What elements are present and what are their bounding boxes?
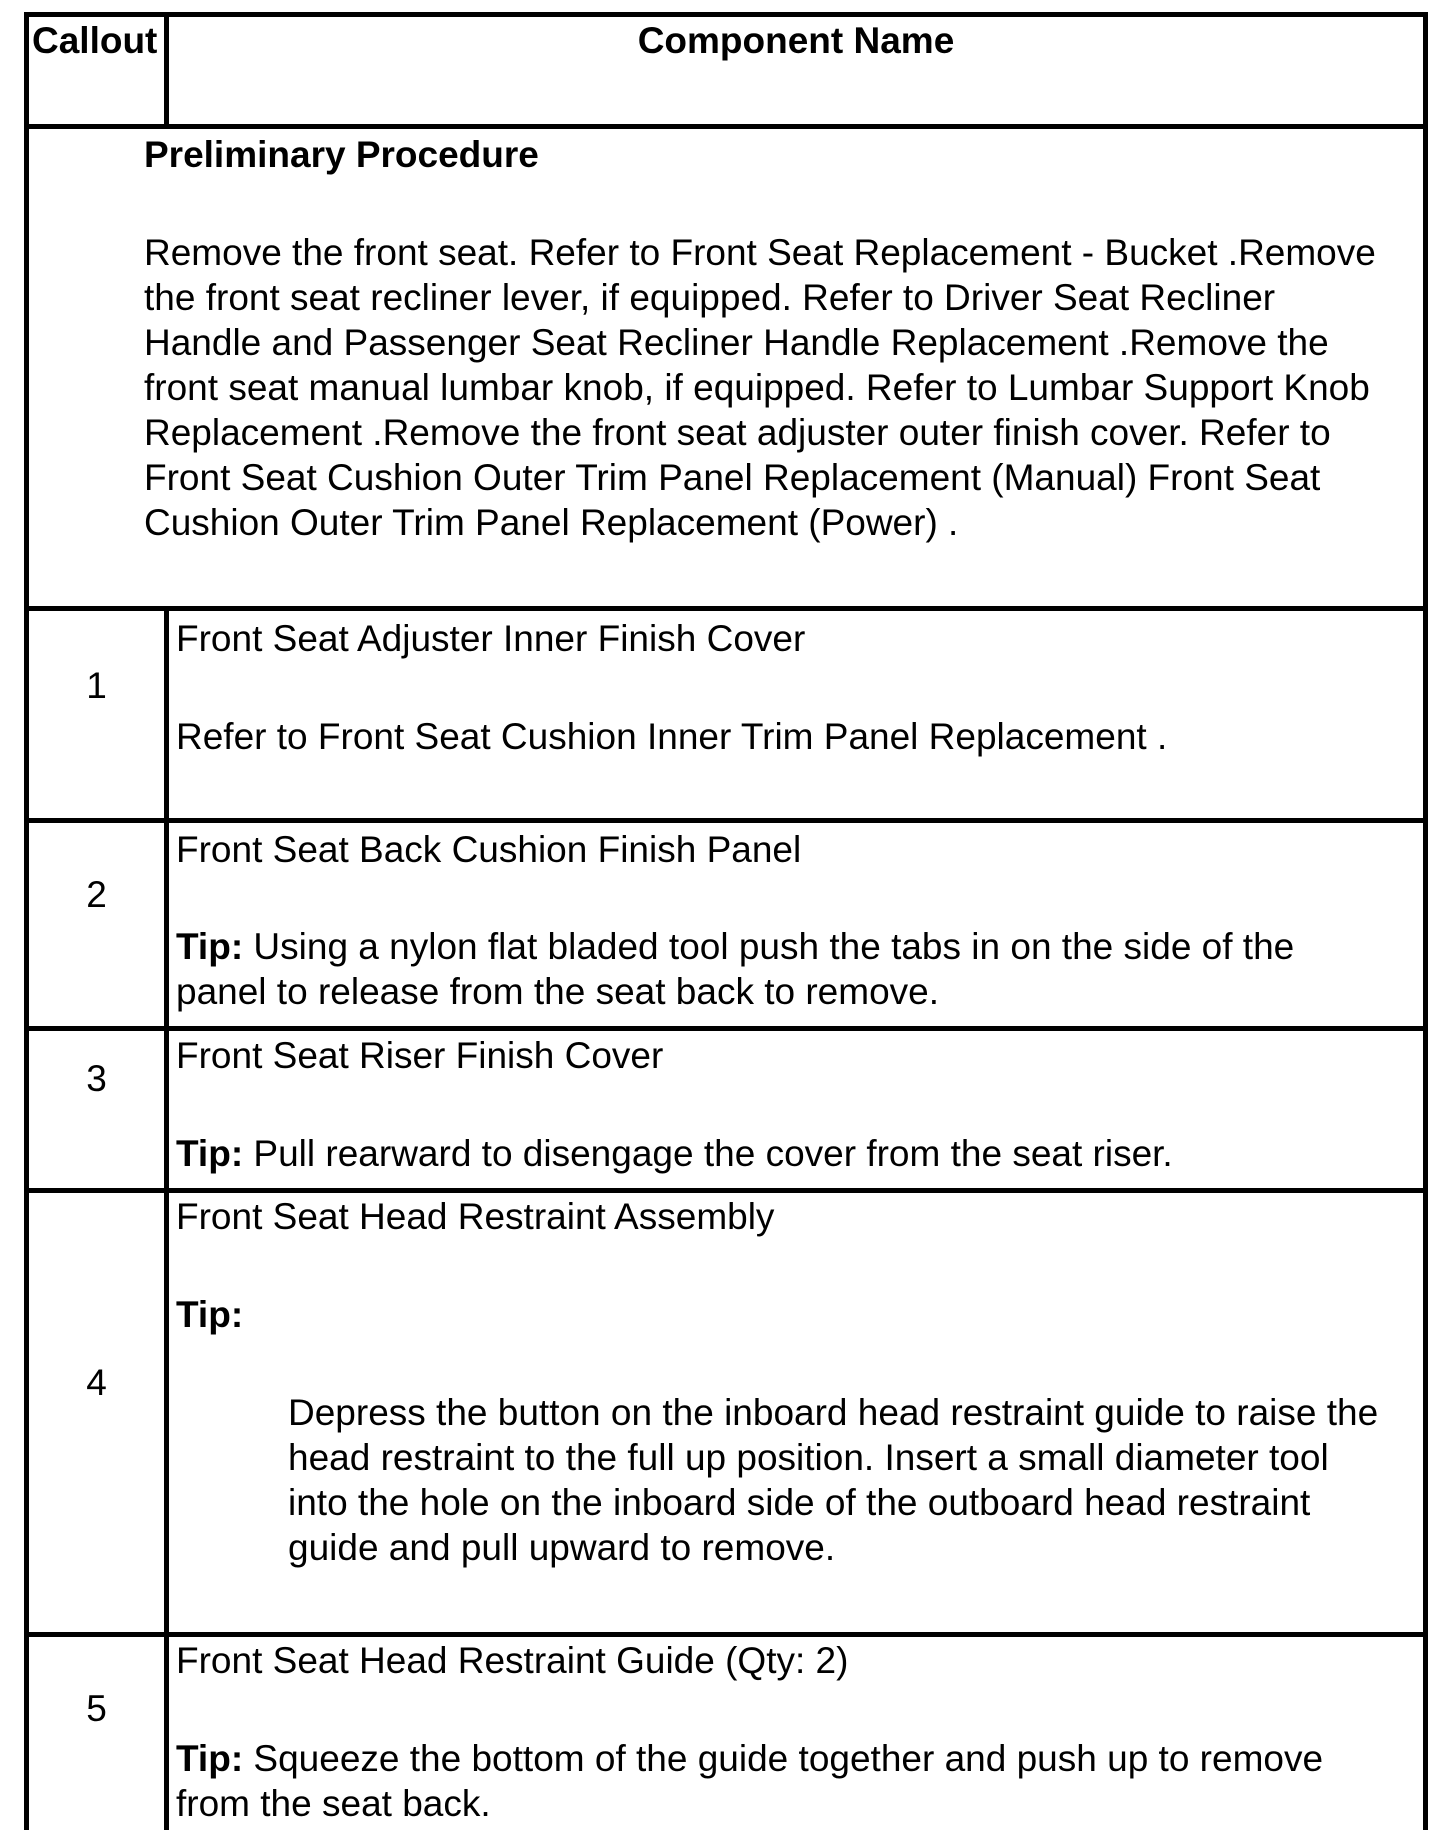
text-line: from the seat back. bbox=[176, 1783, 491, 1824]
table-border-left bbox=[24, 12, 29, 1830]
component-name: Front Seat Head Restraint Guide (Qty: 2) bbox=[176, 1640, 849, 1681]
text-line: head restraint to the full up position. Insert a small diameter tool bbox=[288, 1437, 1329, 1478]
text-line bbox=[176, 1131, 1416, 1176]
text-line: Front Seat Cushion Outer Trim Panel Replacement (Manual) Front Seat bbox=[144, 457, 1321, 498]
callout-number: 5 bbox=[86, 1688, 107, 1729]
component-name: Front Seat Back Cushion Finish Panel bbox=[176, 829, 802, 870]
callout-number: 4 bbox=[86, 1362, 107, 1403]
text-line: Remove the front seat. Refer to Front Seat Replacement - Bucket .Remove bbox=[144, 232, 1376, 273]
text-line: Depress the button on the inboard head restraint guide to raise the bbox=[288, 1392, 1379, 1433]
table-border-top bbox=[24, 12, 1428, 17]
preliminary-procedure-text bbox=[144, 230, 1376, 545]
text-line: guide and pull upward to remove. bbox=[288, 1527, 836, 1568]
tip-label: Tip: bbox=[176, 926, 244, 967]
text-line bbox=[176, 1736, 1416, 1781]
component-name: Front Seat Adjuster Inner Finish Cover bbox=[176, 618, 806, 659]
preliminary-procedure-title: Preliminary Procedure bbox=[144, 134, 539, 175]
text-line bbox=[176, 924, 1416, 969]
tip-text: Using a nylon flat bladed tool push the tabs in on the side of the bbox=[243, 926, 1295, 967]
component-tip bbox=[176, 1131, 1416, 1176]
tip-text: Pull rearward to disengage the cover from the seat riser. bbox=[243, 1133, 1173, 1174]
component-name: Front Seat Head Restraint Assembly bbox=[176, 1196, 775, 1237]
tip-label: Tip: bbox=[176, 1294, 244, 1335]
component-tip bbox=[288, 1390, 1418, 1570]
table-border-right bbox=[1423, 12, 1428, 1830]
callout-number: 1 bbox=[86, 665, 107, 706]
component-tip bbox=[176, 1736, 1416, 1826]
tip-label: Tip: bbox=[176, 1738, 244, 1779]
row-divider bbox=[24, 818, 1428, 823]
callout-number: 2 bbox=[86, 874, 107, 915]
callout-number: 3 bbox=[86, 1058, 107, 1099]
row-divider bbox=[24, 1188, 1428, 1193]
text-line: Replacement .Remove the front seat adjuster outer finish cover. Refer to bbox=[144, 412, 1331, 453]
text-line: Handle and Passenger Seat Recliner Handle Replacement .Remove the bbox=[144, 322, 1329, 363]
callout-column-header: Callout bbox=[32, 20, 158, 61]
component-detail: Refer to Front Seat Cushion Inner Trim Panel Replacement . bbox=[176, 716, 1168, 757]
row-divider bbox=[24, 1632, 1428, 1637]
header-divider bbox=[24, 124, 1428, 129]
text-line: front seat manual lumbar knob, if equipped. Refer to Lumbar Support Knob bbox=[144, 367, 1370, 408]
component-name-column-header: Component Name bbox=[637, 20, 955, 61]
text-line: Cushion Outer Trim Panel Replacement (Power) . bbox=[144, 502, 959, 543]
tip-text: Squeeze the bottom of the guide together and push up to remove bbox=[243, 1738, 1324, 1779]
row-divider bbox=[24, 606, 1428, 611]
text-line: into the hole on the inboard side of the outboard head restraint bbox=[288, 1482, 1311, 1523]
row-divider bbox=[24, 1026, 1428, 1031]
column-divider bbox=[164, 606, 169, 1830]
component-name: Front Seat Riser Finish Cover bbox=[176, 1035, 664, 1076]
component-tip bbox=[176, 924, 1416, 1014]
text-line: panel to release from the seat back to remove. bbox=[176, 971, 940, 1012]
tip-label: Tip: bbox=[176, 1133, 244, 1174]
text-line: the front seat recliner lever, if equipped. Refer to Driver Seat Recliner bbox=[144, 277, 1276, 318]
